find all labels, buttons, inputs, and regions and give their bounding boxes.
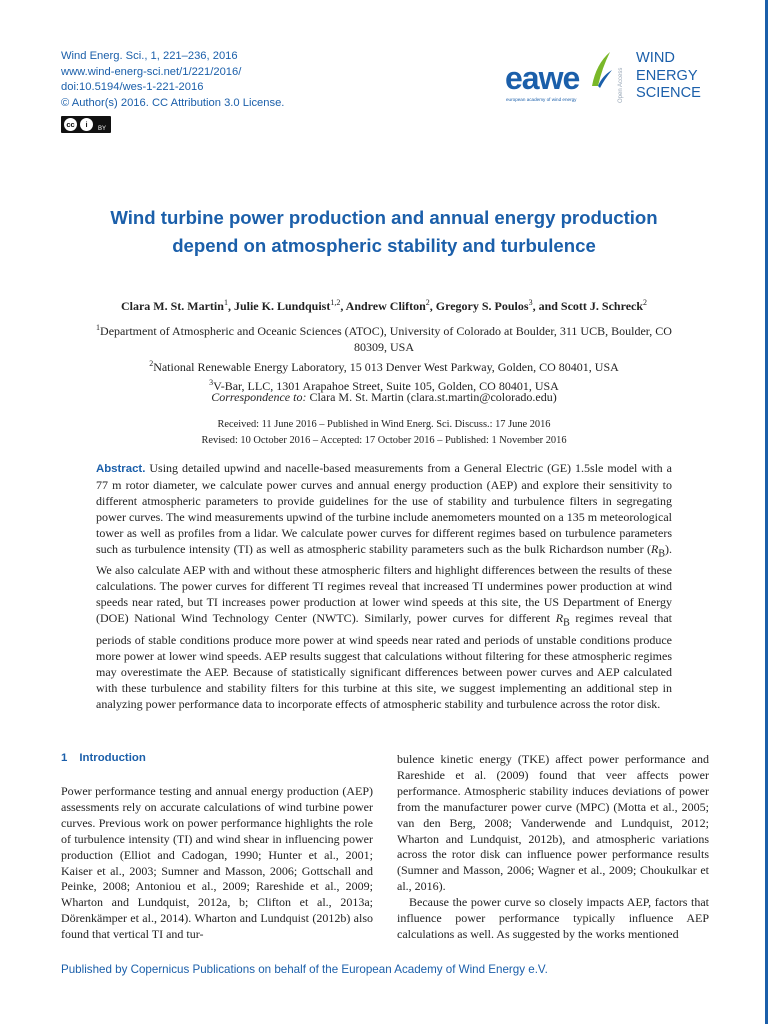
svg-text:Open Access: Open Access bbox=[618, 67, 624, 103]
wind-turbine-blades-icon bbox=[588, 50, 614, 90]
open-access-label bbox=[616, 53, 624, 103]
affiliation-1: $^1$Department of Atmospheric and Oceanic Sciences (ATOC), University of Colorado at Boulder, 311 UCB, Boulder, CO 80309, USA bbox=[96, 323, 672, 355]
correspondence-label: Correspondence to: bbox=[211, 390, 307, 404]
author-name: Scott J. Schreck bbox=[560, 299, 644, 313]
cc-license-badge[interactable] bbox=[61, 116, 111, 133]
author-affiliation-mark: 3 bbox=[528, 298, 533, 307]
body-column-left bbox=[61, 784, 373, 943]
cc-icon: cc bbox=[64, 118, 77, 131]
doi-link[interactable]: doi:10.5194/wes-1-221-2016 bbox=[61, 81, 204, 93]
eawe-wordmark: eawe bbox=[505, 60, 580, 96]
publication-dates bbox=[80, 417, 688, 450]
correspondence-line bbox=[80, 390, 688, 405]
author-affiliation-mark: 1 bbox=[223, 298, 228, 307]
body-column-right bbox=[397, 752, 709, 943]
intro-paragraph-2: Because the power curve so closely impacts AEP, factors that influence power performance typically influence AEP calculations as well. As suggested by the works mentioned bbox=[397, 895, 709, 941]
abstract-label: Abstract. bbox=[96, 463, 146, 475]
publisher-footer: Published by Copernicus Publications on behalf of the European Academy of Wind Energy e.V. bbox=[61, 963, 548, 976]
journal-name-line1: WIND bbox=[636, 50, 675, 66]
abstract: Abstract. Using detailed upwind and nacelle-based measurements from a General Electric (GE) 1.5sle model with a 77 m rotor diameter, we calculate power curves and annual energy production (AEP) and explore their sensitivity to different atmospheric parameters to provide guidelines for the use of stability and turbulence filters in segregating power curves. The wind measurements upwind of the turbine include anemometers mounted on a 135 m meteorological tower as well as profiles from a lidar. We calculate power curves for different regimes based on turbulence parameters such as turbulence intensity (TI) as well as atmospheric stability parameters such as the bulk Richardson number $(R_B)$. We also calculate AEP with and without these atmospheric filters and highlight differences between the results of these calculations. The power curves for different TI regimes reveal that increased TI undermines power production at wind speeds near rated, but TI increases power production at lower wind speeds at this site, the US Department of Energy (DOE) National Wind Technology Center (NWTC). Similarly, power curves for different $R_B$ regimes reveal that periods of stable conditions produce more power at wind speeds near rated and periods of unstable conditions produce more power at lower wind speeds. AEP results suggest that calculations without filtering for these atmospheric regimes may overestimate the AEP. Because of statistically significant differences between power curves and AEP calculated with these turbulence and stability filters for this turbine at this site, we suggest implementing an additional step in analyzing power performance data to incorporate effects of atmospheric stability and turbulence across the rotor disk. bbox=[96, 461, 672, 711]
section-heading-introduction bbox=[61, 752, 146, 764]
affiliation-3: $^3$V-Bar, LLC, 1301 Arapahoe Street, Suite 105, Golden, CO 80401, USA bbox=[209, 377, 559, 393]
eawe-subtitle: european academy of wind energy bbox=[506, 97, 577, 102]
author-affiliation-mark: 2 bbox=[425, 298, 430, 307]
affiliation-2: $^2$National Renewable Energy Laboratory, 15 013 Denver West Parkway, Golden, CO 80401, USA bbox=[149, 358, 619, 374]
author-affiliation-mark: 1,2 bbox=[330, 298, 341, 307]
journal-name bbox=[636, 50, 701, 103]
author-name: Andrew Clifton bbox=[345, 299, 426, 313]
attribution-person-icon: i bbox=[80, 118, 93, 131]
author-name: Julie K. Lundquist bbox=[233, 299, 331, 313]
author-name: Clara M. St. Martin bbox=[120, 299, 224, 313]
author-list: Clara M. St. Martin$^1$, Julie K. Lundquist$^{1,2}$, Andrew Clifton$^2$, Gregory S. Poulos$^3$, and Scott J. Schreck$^2$ bbox=[120, 298, 648, 313]
journal-reference: Wind Energ. Sci., 1, 221–236, 2016 bbox=[61, 50, 238, 62]
author-affiliation-mark: 2 bbox=[643, 298, 648, 307]
journal-name-line2: ENERGY bbox=[636, 67, 698, 84]
license-text: © Author(s) 2016. CC Attribution 3.0 License. bbox=[61, 96, 285, 109]
cc-by-label: BY bbox=[98, 126, 107, 132]
section-title: Introduction bbox=[79, 752, 146, 764]
section-number: 1 bbox=[61, 752, 68, 764]
intro-paragraph-1: Power performance testing and annual energy production (AEP) assessments rely on accurate calculations of wind turbine power curves. Previous work on power performance highlights the role of turbulence intensity (TI) and wind shear in influencing power production (Elliot and Cadogan, 1990; Hunter et al., 2001; Kaiser et al., 2003; Sumner and Masson, 2006; Gottschall and Peinke, 2008; Antoniou et al., 2009; Rareshide et al., 2009; Wharton and Lundquist, 2012a, b; Clifton et al., 2013a; Dörenkämper et al., 2014). Wharton and Lundquist (2012b) also found that vertical TI and tur- bbox=[61, 784, 373, 942]
journal-name-line3: SCIENCE bbox=[636, 85, 701, 101]
dates-received-line: Received: 11 June 2016 – Published in Wind Energ. Sci. Discuss.: 17 June 2016 bbox=[217, 419, 551, 430]
paper-title: Wind turbine power production and annual energy production depend on atmospheric stability and turbulence bbox=[110, 207, 658, 256]
article-url-link[interactable]: www.wind-energ-sci.net/1/221/2016/ bbox=[61, 65, 242, 78]
intro-paragraph-continued: bulence kinetic energy (TKE) affect power performance and Rareshide et al. (2009) found that veer affects power performance. Atmospheric stability induces deviations of power from the manufacturer power curve (MPC) (Motta et al., 2005; van den Berg, 2008; Vanderwende and Lundquist, 2012; Wharton and Lundquist, 2012b), and atmospheric variations across the rotor disk can influence power performance results (Sumner and Masson, 2006; Wagner et al., 2009; Choukulkar et al., 2016). bbox=[397, 752, 709, 894]
author-name: Gregory S. Poulos bbox=[435, 299, 529, 313]
eawe-logo bbox=[505, 50, 715, 110]
correspondence-email[interactable]: Clara M. St. Martin (clara.st.martin@colorado.edu) bbox=[306, 390, 557, 404]
citation-block bbox=[61, 49, 284, 111]
dates-revised-line: Revised: 10 October 2016 – Accepted: 17 October 2016 – Published: 1 November 2016 bbox=[201, 435, 567, 447]
affiliation-list bbox=[88, 320, 680, 394]
